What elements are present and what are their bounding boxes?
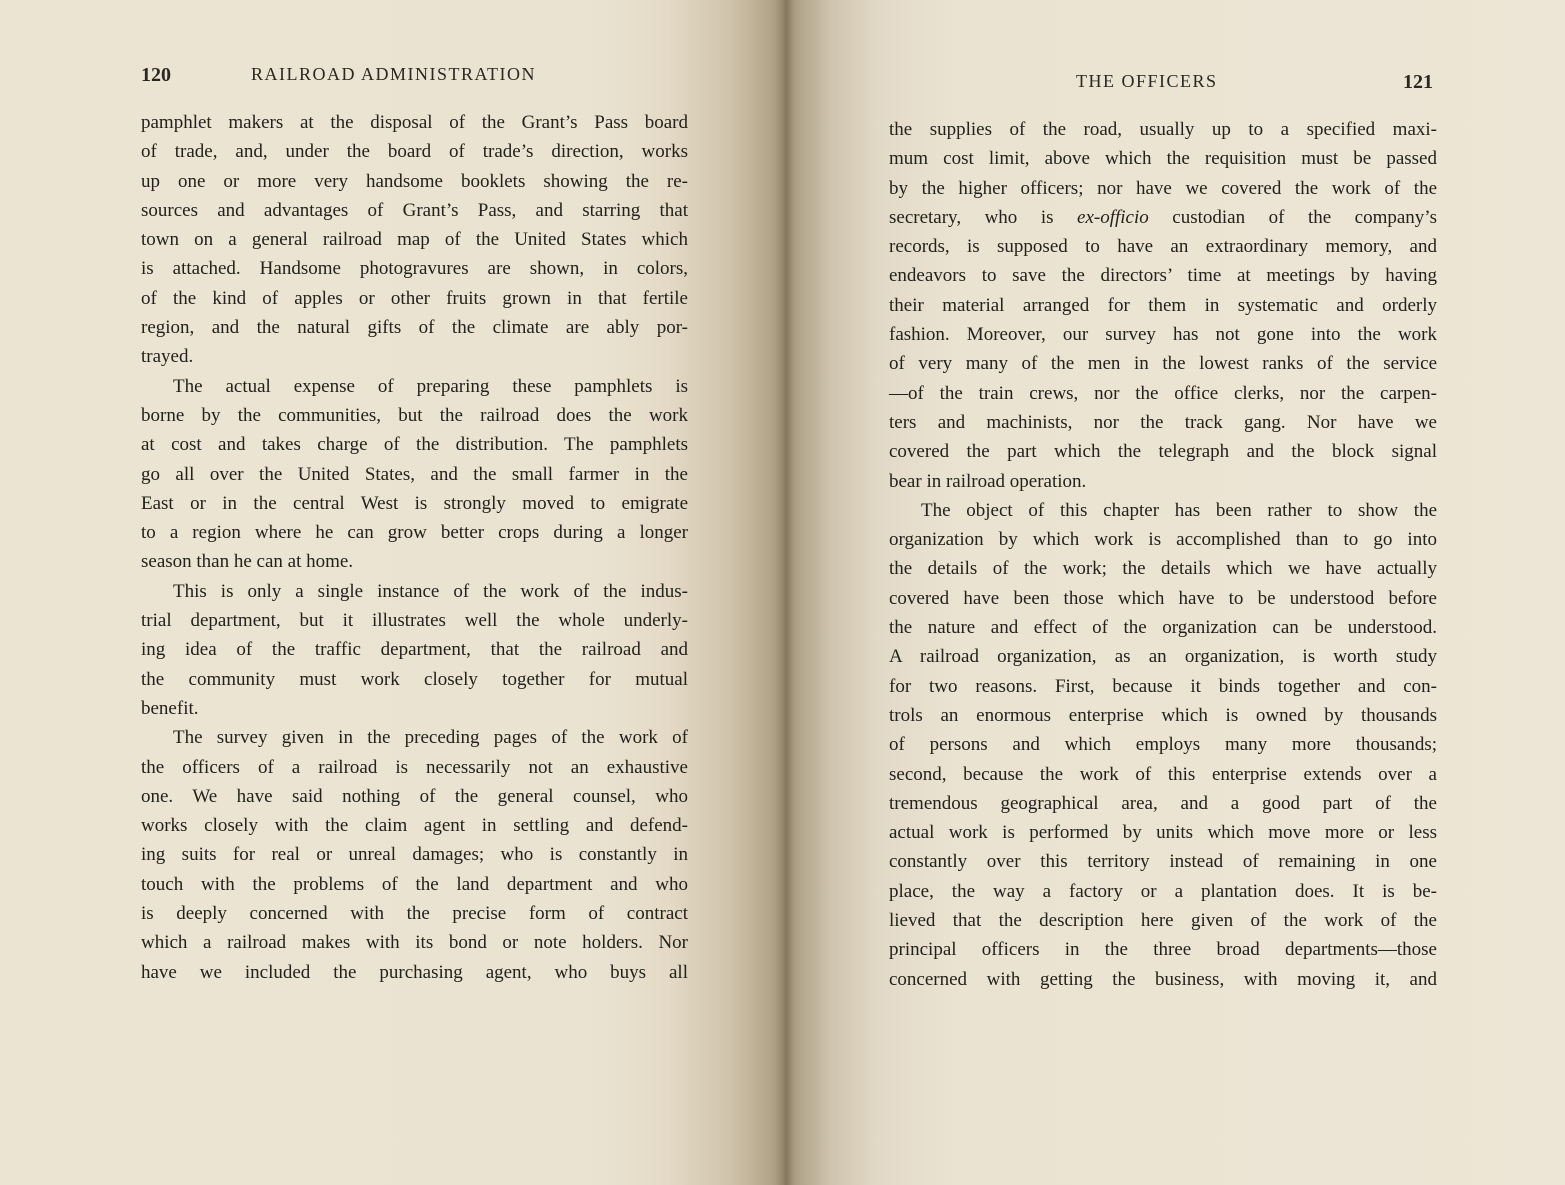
text-line: lieved that the description here given of the work of the	[889, 910, 1437, 932]
text-line: touch with the problems of the land department and who	[141, 873, 688, 895]
text-line: ters and machinists, nor the track gang. Nor have we	[889, 411, 1437, 433]
text-line: second, because the work of this enterprise extends over a	[889, 763, 1437, 785]
text-line: The actual expense of preparing these pamphlets is	[173, 375, 688, 397]
text-line: up one or more very handsome booklets showing the re-	[141, 170, 688, 192]
text-line: place, the way a factory or a plantation does. It is be-	[889, 880, 1437, 902]
text-line: region, and the natural gifts of the climate are ably por-	[141, 317, 688, 339]
text-line: the nature and effect of the organization can be understood.	[889, 617, 1437, 639]
text-line: trols an enormous enterprise which is owned by thousands	[889, 704, 1437, 726]
text-line-tail: custodian of the company’s	[1148, 206, 1437, 228]
text-line: of the kind of apples or other fruits grown in that fertile	[141, 287, 688, 309]
left-running-head: RAILROAD ADMINISTRATION	[251, 64, 536, 84]
text-line: for two reasons. First, because it binds together and con-	[889, 675, 1437, 697]
text-line: mum cost limit, above which the requisition must be passed	[889, 148, 1437, 170]
right-page	[785, 0, 1565, 1185]
text-line: trayed.	[141, 346, 194, 368]
text-line: constantly over this territory instead of remaining in one	[889, 851, 1437, 873]
text-line: one. We have said nothing of the general counsel, who	[141, 785, 688, 807]
book-gutter	[776, 0, 794, 1185]
text-line: of trade, and, under the board of trade’s direction, works	[141, 141, 688, 163]
text-line: ing idea of the traffic department, that the railroad and	[141, 639, 688, 661]
text-line: endeavors to save the directors’ time at meetings by having	[889, 265, 1437, 287]
text-line: borne by the communities, but the railroad does the work	[141, 404, 688, 426]
text-line: works closely with the claim agent in settling and defend-	[141, 815, 688, 837]
text-line: pamphlet makers at the disposal of the Grant’s Pass board	[141, 112, 688, 133]
text-line	[889, 203, 1437, 232]
text-line: covered the part which the telegraph and the block signal	[889, 441, 1437, 463]
text-line: fashion. Moreover, our survey has not gone into the work	[889, 324, 1437, 346]
text-line: the supplies of the road, usually up to a specified maxi-	[889, 119, 1437, 140]
text-line: the officers of a railroad is necessarily not an exhaustive	[141, 756, 688, 778]
right-running-head: THE OFFICERS	[1076, 71, 1218, 91]
text-line: tremendous geographical area, and a good part of the	[889, 792, 1437, 814]
text-line: of persons and which employs many more thousands;	[889, 734, 1437, 756]
italic-phrase: ex-officio	[1077, 206, 1149, 228]
text-line: covered have been those which have to be understood before	[889, 587, 1437, 609]
text-line: go all over the United States, and the small farmer in the	[141, 463, 688, 485]
text-line: A railroad organization, as an organization, is worth study	[889, 646, 1437, 668]
text-line: organization by which work is accomplished than to go into	[889, 529, 1437, 551]
text-line: actual work is performed by units which move more or less	[889, 822, 1437, 844]
text-line: of very many of the men in the lowest ranks of the service	[889, 353, 1437, 375]
text-line: benefit.	[141, 697, 199, 719]
text-line: ing suits for real or unreal damages; who is constantly in	[141, 844, 688, 866]
text-line-head: secretary, who is	[889, 206, 1078, 228]
left-page-text	[141, 108, 688, 987]
text-line: their material arranged for them in systematic and orderly	[889, 294, 1437, 316]
text-line: This is only a single instance of the work of the indus-	[173, 580, 688, 602]
right-page-number: 121	[1403, 71, 1433, 93]
text-line: The object of this chapter has been rather to show the	[921, 499, 1437, 521]
text-line: the details of the work; the details which we have actually	[889, 558, 1437, 580]
text-line: at cost and takes charge of the distribution. The pamphlets	[141, 434, 688, 456]
right-page-text	[889, 115, 1437, 994]
text-line: to a region where he can grow better crops during a longer	[141, 522, 688, 544]
text-line: sources and advantages of Grant’s Pass, and starring that	[141, 199, 688, 221]
text-line: season than he can at home.	[141, 551, 354, 573]
left-page-number: 120	[141, 64, 171, 86]
text-line: which a railroad makes with its bond or note holders. Nor	[141, 932, 688, 954]
text-line: is attached. Handsome photogravures are shown, in colors,	[141, 258, 688, 280]
text-line: principal officers in the three broad departments—those	[889, 939, 1437, 961]
text-line: bear in railroad operation.	[889, 470, 1087, 492]
text-line: have we included the purchasing agent, who buys all	[141, 961, 688, 983]
text-line: by the higher officers; nor have we covered the work of the	[889, 177, 1437, 199]
text-line: The survey given in the preceding pages of the work of	[173, 727, 688, 749]
text-line: trial department, but it illustrates well the whole underly-	[141, 610, 688, 632]
text-line: is deeply concerned with the precise form of contract	[141, 903, 688, 925]
text-line: the community must work closely together for mutual	[141, 668, 688, 690]
text-line: East or in the central West is strongly moved to emigrate	[141, 492, 688, 514]
text-line: records, is supposed to have an extraordinary memory, and	[889, 236, 1437, 258]
text-line: town on a general railroad map of the United States which	[141, 229, 688, 251]
text-line: concerned with getting the business, with moving it, and	[889, 968, 1437, 990]
text-line: —of the train crews, nor the office clerks, nor the carpen-	[889, 382, 1437, 404]
